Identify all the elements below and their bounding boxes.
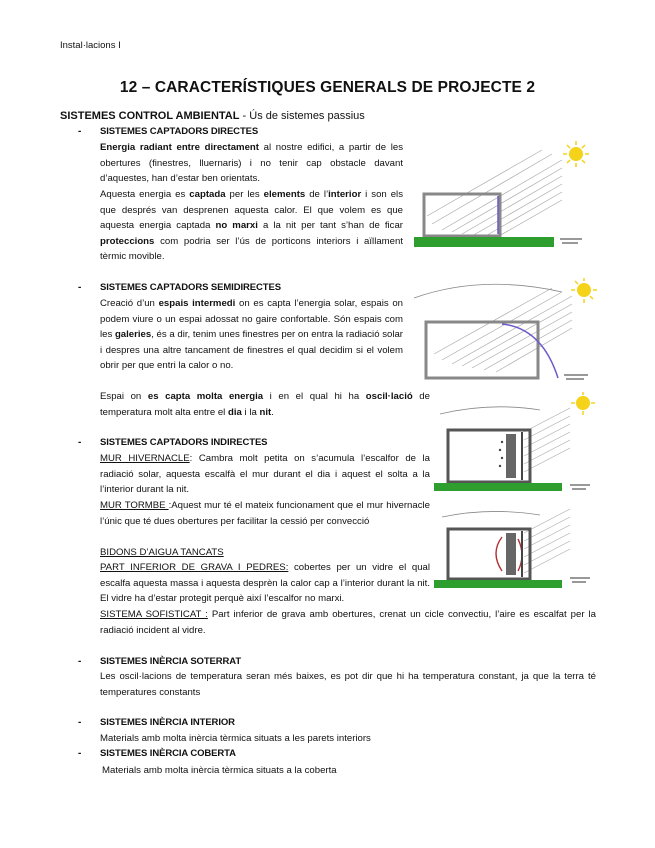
building-section	[448, 430, 530, 482]
sun-icon	[571, 392, 595, 415]
sunspace-glazing	[502, 324, 558, 378]
s3-grava	[100, 560, 430, 607]
text-run: a la nit per tant s’han de ficar	[257, 220, 404, 232]
text-run: i en el qual hi ha	[263, 391, 366, 402]
page-header: Instal·lacions I	[60, 40, 121, 51]
s1-title: SISTEMES CAPTADORS DIRECTES	[100, 126, 259, 137]
text-run: nit	[259, 406, 272, 418]
text-run: com podria ser l’ús de porticons interiors i aïllament tèrmic movible.	[100, 235, 403, 263]
bidons-label: BIDONS D’AIGUA TANCATS	[100, 547, 224, 558]
text-run: elements	[263, 189, 306, 200]
ground-label	[564, 374, 588, 380]
ground-label	[560, 238, 582, 244]
text-run: captada	[189, 189, 226, 200]
sun-rays	[434, 288, 572, 372]
s2-title: SISTEMES CAPTADORS SEMIDIRECTES	[100, 282, 281, 293]
bullet-dash: -	[78, 748, 82, 759]
sun-icon	[571, 278, 597, 303]
ground	[434, 580, 562, 588]
text-run: de l’	[305, 189, 329, 200]
text-run: de temperatura molt alta entre el	[100, 391, 430, 418]
text-run: per les	[225, 189, 264, 200]
sunspace-diagram	[412, 278, 602, 390]
heat-dots	[499, 441, 503, 467]
text-run: al nostre edifici, a partir de les obertures (finestres, lluernaris) i no tenir cap obstacle davant d’aquestes, han d’estar ben orientats.	[100, 142, 403, 185]
s6-title: SISTEMES INÈRCIA COBERTA	[100, 748, 236, 759]
bullet-dash: -	[78, 437, 82, 448]
text-run: i son els que després van desprenen aquesta calor. El que volem es que aquesta energia captada	[100, 189, 403, 232]
s2-p1	[100, 296, 403, 374]
direct-gain-diagram	[412, 140, 598, 250]
text-run: Creació d’un	[100, 298, 159, 309]
s3-sofisticat	[100, 607, 596, 638]
text-run: .	[271, 406, 274, 418]
grava-text: cobertes per un vidre el qual escalfa aquesta massa i aquesta desprèn la calor cap a l’interior durant la nit. El vidre ha d’estar protegit perquè així l’escalfor no marxi.	[100, 562, 430, 605]
mur-trombe-text: :Aquest mur té el mateix funcionament que el mur hivernacle l’únic que té dues obertures per facilitar la cessió per convecció	[100, 500, 430, 527]
trombe-vents-diagram	[430, 505, 602, 597]
text-run: no marxi	[215, 220, 258, 232]
s3-mur-trombe	[100, 498, 430, 529]
bullet-dash: -	[78, 656, 82, 667]
building-section	[426, 322, 538, 378]
s6-text: Materials amb molta inèrcia tèrmica situats a la coberta	[102, 765, 337, 776]
text-run: galeries	[114, 329, 152, 341]
section-heading	[60, 110, 365, 122]
s1-p2	[100, 187, 403, 265]
s3-mur-hivernacle	[100, 451, 430, 498]
arc-line	[414, 284, 562, 298]
text-run: espais intermedi	[158, 298, 236, 309]
arc-line	[440, 407, 540, 414]
s2-p2	[100, 389, 430, 420]
s1-p1	[100, 140, 403, 187]
text-run: es capta molta energia	[147, 391, 264, 402]
page-title: 12 – CARACTERÍSTIQUES GENERALS DE PROJECTE 2	[119, 79, 536, 96]
text-run: interior	[328, 189, 362, 200]
s4-title: SISTEMES INÈRCIA SOTERRAT	[100, 656, 242, 667]
grava-label: PART INFERIOR DE GRAVA I PEDRES:	[100, 562, 289, 573]
s3-title: SISTEMES CAPTADORS INDIRECTES	[100, 437, 268, 448]
sofisticat-text: Part inferior de grava amb obertures, crenat un cicle convectiu, l’aire es escalfat per la radiació incident al vidre.	[100, 609, 596, 636]
text-run: Energia radiant entre directament	[100, 142, 259, 153]
sofisticat-label: SISTEMA SOFISTICAT :	[100, 609, 208, 620]
arc-line	[442, 511, 540, 517]
mur-hivernacle-label: MUR HIVERNACLE	[100, 453, 190, 464]
trombe-wall-diagram	[430, 392, 602, 502]
mur-hivernacle-text: : Cambra molt petita on s’acumula l’escalfor de la radiació solar, aquesta escalfà el mur durant el dia i aquest el solta a la l’interior durant la nit.	[100, 453, 430, 496]
ground-label	[570, 484, 590, 490]
ground	[414, 237, 554, 247]
s4-text: Les oscil·lacions de temperatura seran més baixes, es pot dir que hi ha temperatura constant, ja que la terra té temperatures constants	[100, 671, 596, 698]
text-run: Aquesta energia es	[100, 189, 190, 200]
mur-trombe-label: MUR TORMBE	[100, 500, 169, 511]
text-run: dia	[227, 406, 242, 418]
bullet-dash: -	[78, 282, 82, 293]
mass-wall	[506, 533, 516, 575]
ground	[434, 483, 562, 491]
bullet-dash: -	[78, 717, 82, 728]
text-run: i la	[241, 406, 260, 418]
text-run: proteccions	[100, 235, 155, 247]
building-section	[424, 194, 500, 236]
text-run: Espai on	[100, 391, 148, 402]
ground-label	[570, 577, 590, 583]
building-section	[448, 529, 530, 579]
sun-icon	[563, 141, 589, 167]
s5-title: SISTEMES INÈRCIA INTERIOR	[100, 717, 235, 728]
mass-wall	[506, 434, 516, 478]
section-heading-bold: SISTEMES CONTROL AMBIENTAL	[60, 110, 240, 122]
s5-text: Materials amb molta inèrcia tèrmica situats a les parets interiors	[100, 733, 371, 744]
text-run: , és a dir, tenim unes finestres per on entra la radiació solar i despres una altre tancament de finestres el qual decidim si el volem obrir per que entri la calor o no.	[100, 329, 403, 372]
section-heading-normal: - Ús de sistemes passius	[239, 110, 365, 122]
text-run: oscil·lació	[365, 391, 413, 402]
bullet-dash: -	[78, 126, 82, 137]
text-run: on es capta l’energia solar, espais on podem viure o un espai adossat no gaire confortable. Són espais com les	[100, 298, 404, 341]
